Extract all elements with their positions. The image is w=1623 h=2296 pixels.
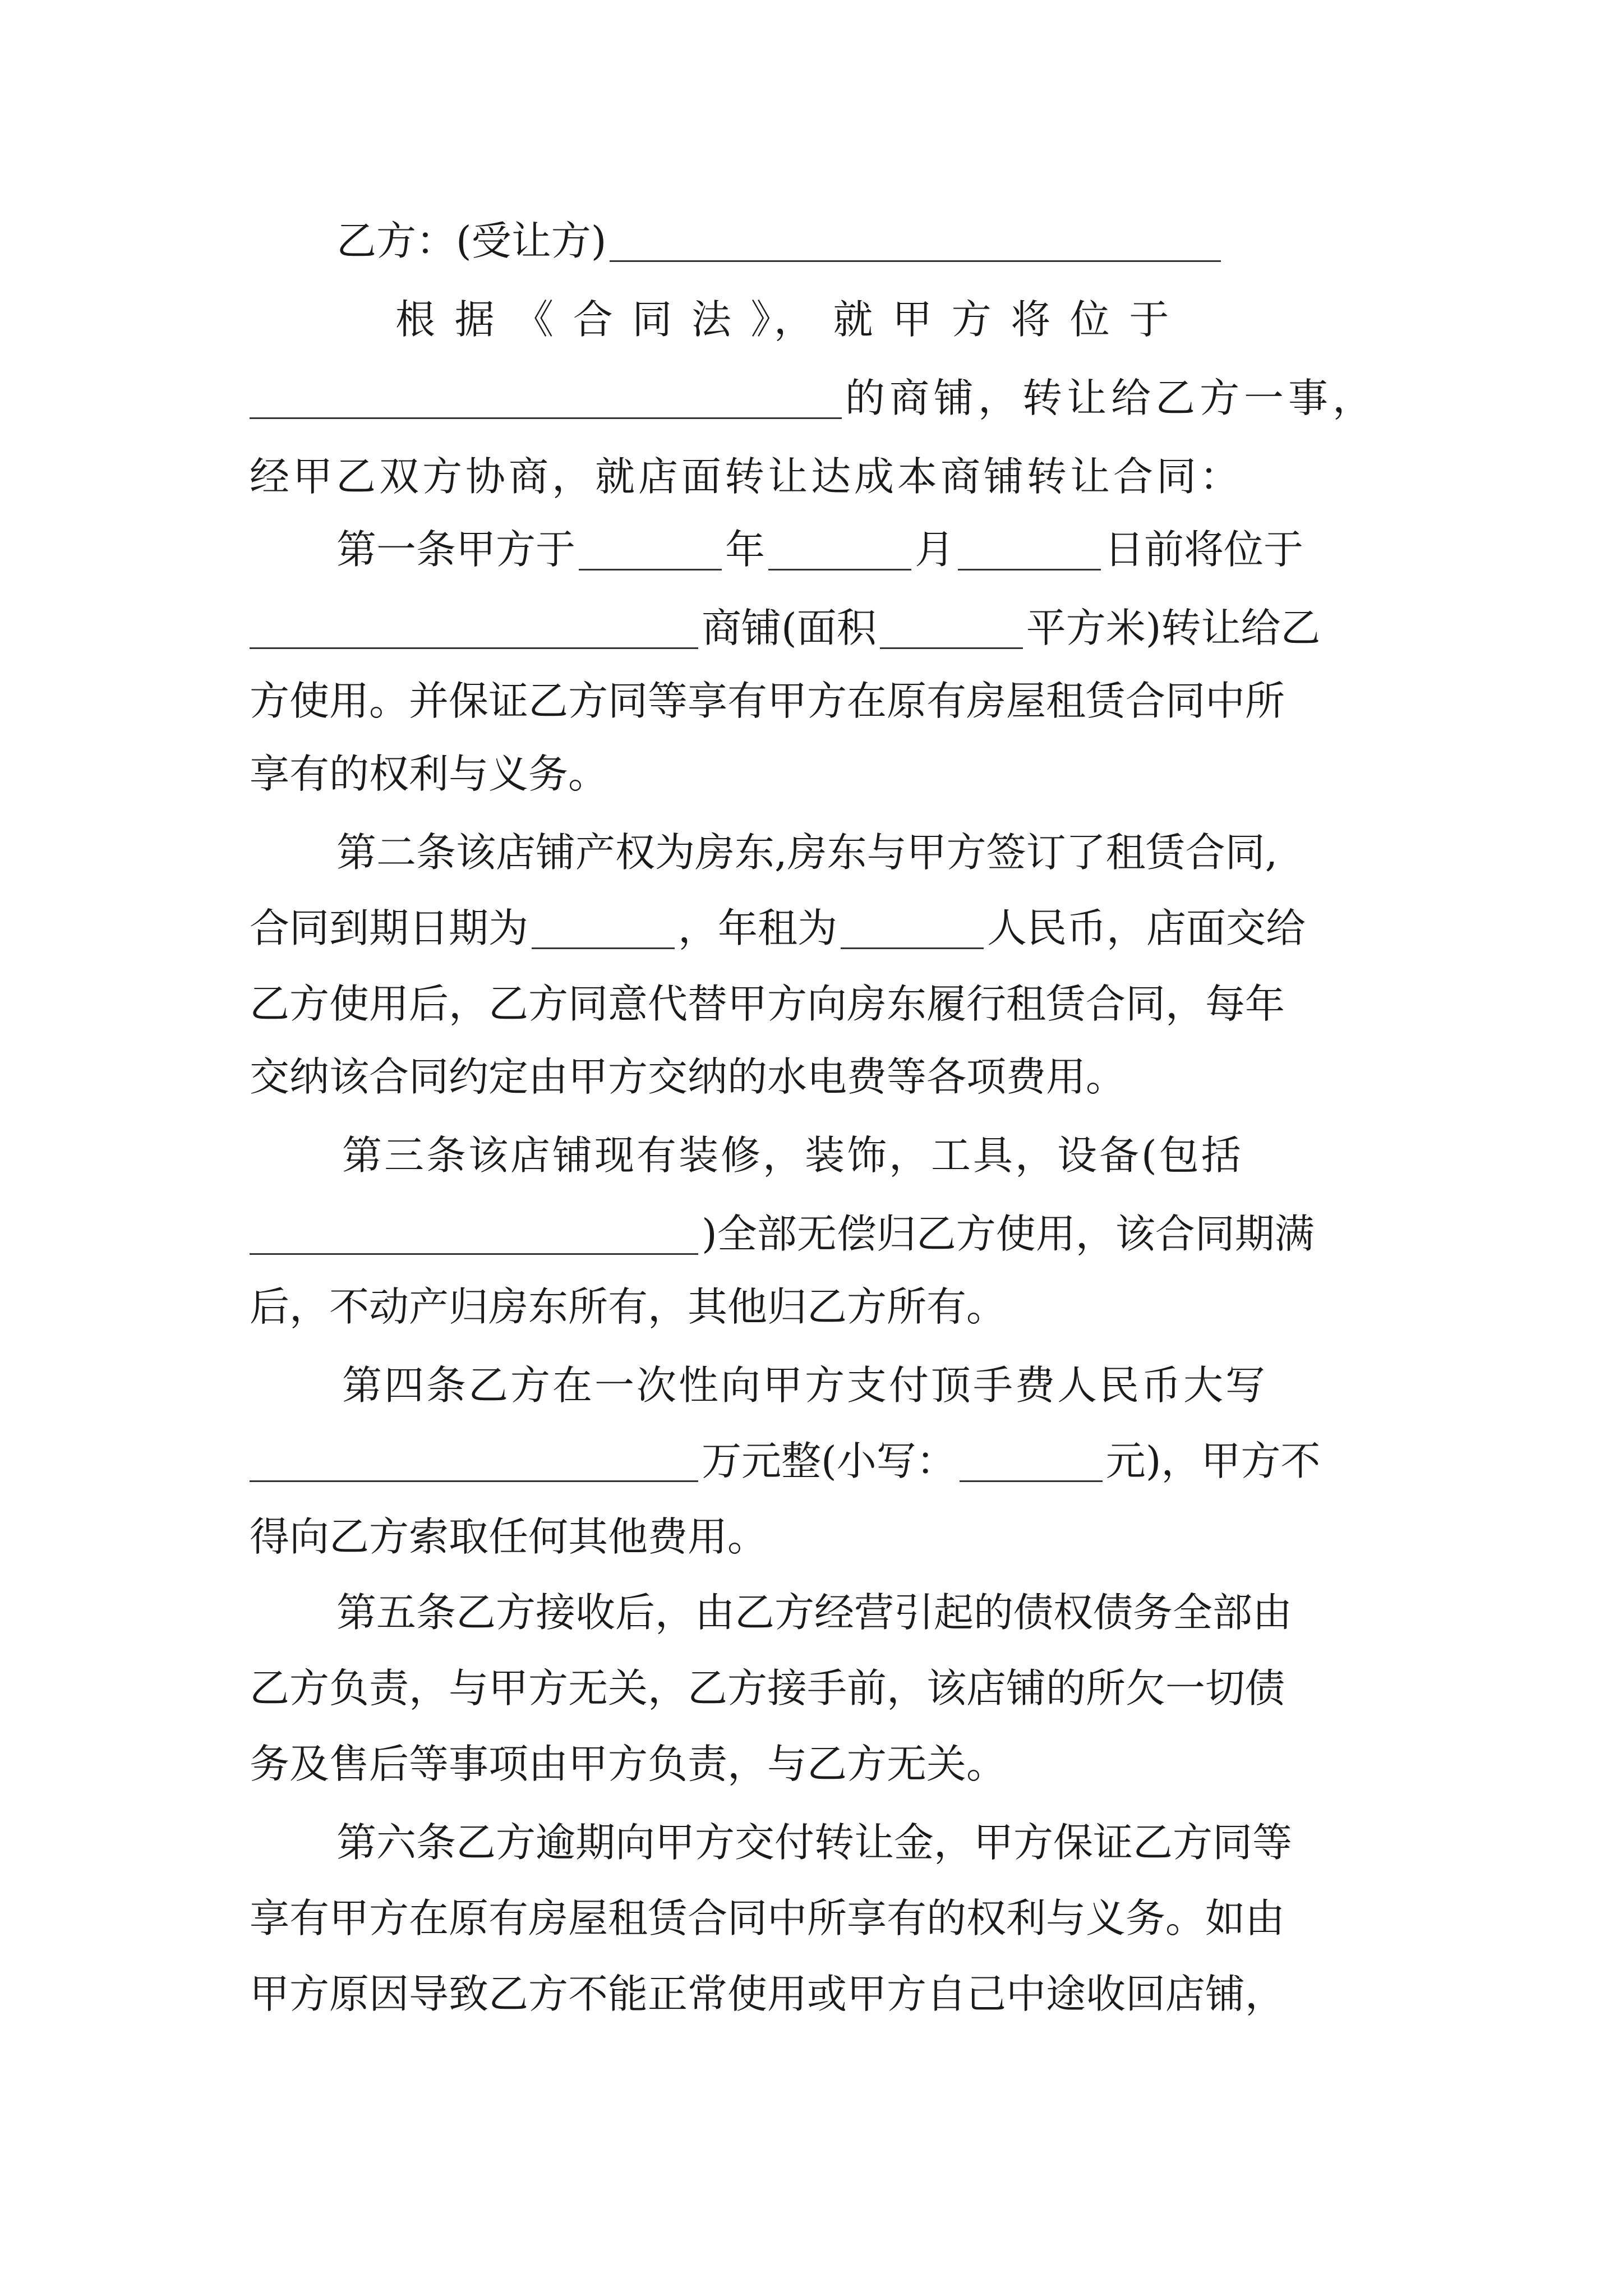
month-blank — [768, 530, 911, 570]
article5-line-2 — [250, 1655, 1377, 1722]
article1-line-1 — [336, 516, 1464, 583]
article2-line-3 — [250, 970, 1377, 1038]
intro-line-1-text: 根 据 《 合 同 法 》， 就 甲 方 将 位 于 — [395, 296, 1173, 343]
article2-line-4 — [250, 1043, 1377, 1111]
article3-text-c: 后，不动产归房东所有，其他归乙方所有。 — [250, 1283, 1007, 1330]
article2-text-d: 人民币，店面交给 — [987, 905, 1306, 951]
article4-line-3 — [250, 1503, 1377, 1571]
article1-text-b: 年 — [725, 526, 766, 573]
article4-line-2 — [250, 1428, 1377, 1495]
article4-line-1 — [342, 1352, 1469, 1419]
expiry-date-blank — [532, 908, 675, 949]
party-b-blank — [610, 221, 1221, 262]
article1-text-h: 享有的权利与义务。 — [250, 751, 608, 797]
article3-line-3 — [250, 1273, 1377, 1341]
article1-text-g: 方使用。并保证乙方同等享有甲方在原有房屋租赁合同中所 — [250, 678, 1285, 724]
article3-text-a: 第三条该店铺现有装修，装饰，工具，设备(包括 — [342, 1132, 1243, 1179]
shop-location-blank — [250, 378, 842, 419]
equipment-blank — [250, 1214, 698, 1255]
article5-text-a: 第五条乙方接收后，由乙方经营引起的债权债务全部由 — [336, 1589, 1293, 1636]
article6-text-b: 享有甲方在原有房屋租赁合同中所享有的权利与义务。如由 — [250, 1895, 1285, 1941]
article1-text-e: 商铺(面积 — [702, 605, 877, 651]
article2-text-f: 交纳该合同约定由甲方交纳的水电费等各项费用。 — [250, 1053, 1126, 1100]
article2-text-c: ，年租为 — [678, 905, 838, 951]
intro-line-3 — [250, 443, 1377, 510]
article5-text-b: 乙方负责，与甲方无关，乙方接手前，该店铺的所欠一切债 — [250, 1665, 1285, 1711]
article4-text-a: 第四条乙方在一次性向甲方支付顶手费人民币大写 — [342, 1362, 1268, 1409]
party-b-line — [336, 208, 1464, 275]
article1-line-4 — [250, 740, 1377, 808]
article3-line-1 — [342, 1122, 1469, 1189]
article1-line-2 — [250, 595, 1377, 662]
intro-line-2 — [250, 365, 1377, 432]
article6-text-c: 甲方原因导致乙方不能正常使用或甲方自己中途收回店铺， — [250, 1971, 1285, 2017]
article6-line-1 — [336, 1809, 1464, 1876]
article2-text-e: 乙方使用后，乙方同意代替甲方向房东履行租赁合同，每年 — [250, 981, 1285, 1027]
article1-text-c: 月 — [915, 526, 955, 573]
intro-line-3-text: 经甲乙双方协商，就店面转让达成本商铺转让合同： — [250, 453, 1243, 500]
area-blank — [880, 608, 1023, 649]
intro-text-1 — [395, 286, 1377, 353]
article1-text-a: 第一条甲方于 — [336, 526, 576, 573]
day-blank — [958, 530, 1101, 570]
article1-line-3 — [250, 668, 1377, 735]
article3-text-b: )全部无偿归乙方使用，该合同期满 — [702, 1211, 1315, 1257]
article2-line-2 — [250, 895, 1377, 962]
article4-text-c: 元)，甲方不 — [1105, 1438, 1321, 1484]
article5-line-1 — [336, 1579, 1464, 1646]
intro-line-1 — [395, 286, 1377, 353]
article1-text-f: 平方米)转让给乙 — [1026, 605, 1321, 651]
shop-address-blank — [250, 608, 698, 649]
annual-rent-blank — [841, 908, 984, 949]
amount-upper-blank — [250, 1441, 698, 1482]
article6-line-3 — [250, 1961, 1377, 2028]
article2-text-b: 合同到期日期为 — [250, 905, 529, 951]
party-b-label: 乙方：(受让方) — [336, 218, 607, 264]
article2-line-1 — [336, 819, 1464, 886]
article4-text-b: 万元整(小写： — [702, 1438, 956, 1484]
article2-text-a: 第二条该店铺产权为房东,房东与甲方签订了租赁合同, — [336, 829, 1278, 876]
article4-text-d: 得向乙方索取任何其他费用。 — [250, 1513, 768, 1560]
article6-line-2 — [250, 1885, 1377, 1952]
article6-text-a: 第六条乙方逾期向甲方交付转让金，甲方保证乙方同等 — [336, 1819, 1293, 1866]
article3-line-2 — [250, 1200, 1377, 1268]
amount-lower-blank — [960, 1441, 1103, 1482]
article1-text-d: 日前将位于 — [1104, 526, 1304, 573]
intro-line-2-text: 的商铺，转让给乙方一事， — [845, 375, 1377, 421]
article5-text-c: 务及售后等事项由甲方负责，与乙方无关。 — [250, 1741, 1007, 1787]
article5-line-3 — [250, 1731, 1377, 1798]
year-blank — [579, 530, 722, 570]
